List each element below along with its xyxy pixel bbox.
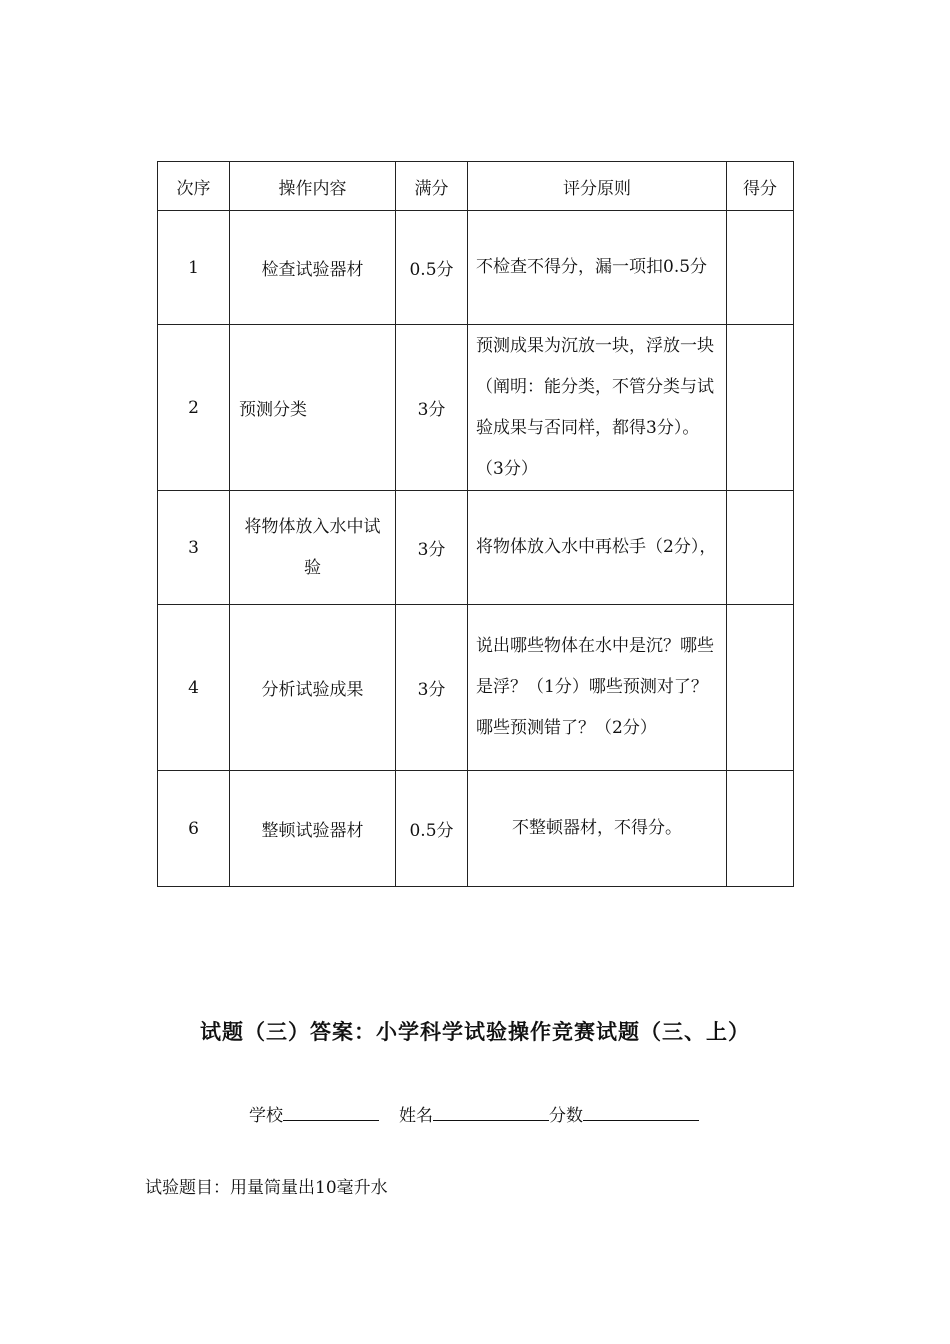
row-operation: 将物体放入水中试验 [230,491,396,605]
experiment-topic: 试验题目：用量筒量出10毫升水 [145,1178,388,1198]
school-blank[interactable] [283,1100,379,1121]
score-label: 分数 [549,1106,583,1126]
row-order: 2 [158,325,230,491]
name-label: 姓名 [399,1106,433,1126]
row-score-cell[interactable] [727,211,794,325]
table-row [158,211,794,325]
name-blank[interactable] [433,1100,549,1121]
answer-title: 试题（三）答案：小学科学试验操作竞赛试题（三、上） [200,1020,750,1044]
row-scoring-rule: 不整顿器材，不得分。 [468,771,727,887]
row-full-marks: 3分 [396,325,468,491]
row-score-cell[interactable] [727,605,794,771]
row-operation: 预测分类 [230,325,396,491]
row-order: 1 [158,211,230,325]
row-score-cell[interactable] [727,325,794,491]
row-scoring-rule: 预测成果为沉放一块，浮放一块（阐明：能分类，不管分类与试验成果与否同样，都得3分）。（3分） [468,325,727,491]
header-score: 得分 [727,162,794,211]
row-full-marks: 3分 [396,605,468,771]
scoring-table [157,161,794,887]
student-info-line [249,1100,699,1126]
header-full-marks: 满分 [396,162,468,211]
row-order: 4 [158,605,230,771]
row-order: 3 [158,491,230,605]
header-scoring-rule: 评分原则 [468,162,727,211]
row-score-cell[interactable] [727,491,794,605]
row-scoring-rule: 说出哪些物体在水中是沉？哪些是浮？（1分）哪些预测对了？哪些预测错了？（2分） [468,605,727,771]
score-blank[interactable] [583,1100,699,1121]
table-row [158,491,794,605]
row-order: 6 [158,771,230,887]
table-row [158,605,794,771]
table-row [158,771,794,887]
row-scoring-rule: 不检查不得分，漏一项扣0.5分 [468,211,727,325]
row-operation: 整顿试验器材 [230,771,396,887]
table-header-row [158,162,794,211]
table-row [158,325,794,491]
row-full-marks: 3分 [396,491,468,605]
row-score-cell[interactable] [727,771,794,887]
header-order: 次序 [158,162,230,211]
row-operation: 分析试验成果 [230,605,396,771]
school-label: 学校 [249,1106,283,1126]
row-full-marks: 0.5分 [396,771,468,887]
row-operation: 检查试验器材 [230,211,396,325]
row-full-marks: 0.5分 [396,211,468,325]
row-scoring-rule: 将物体放入水中再松手（2分）， [468,491,727,605]
header-operation: 操作内容 [230,162,396,211]
